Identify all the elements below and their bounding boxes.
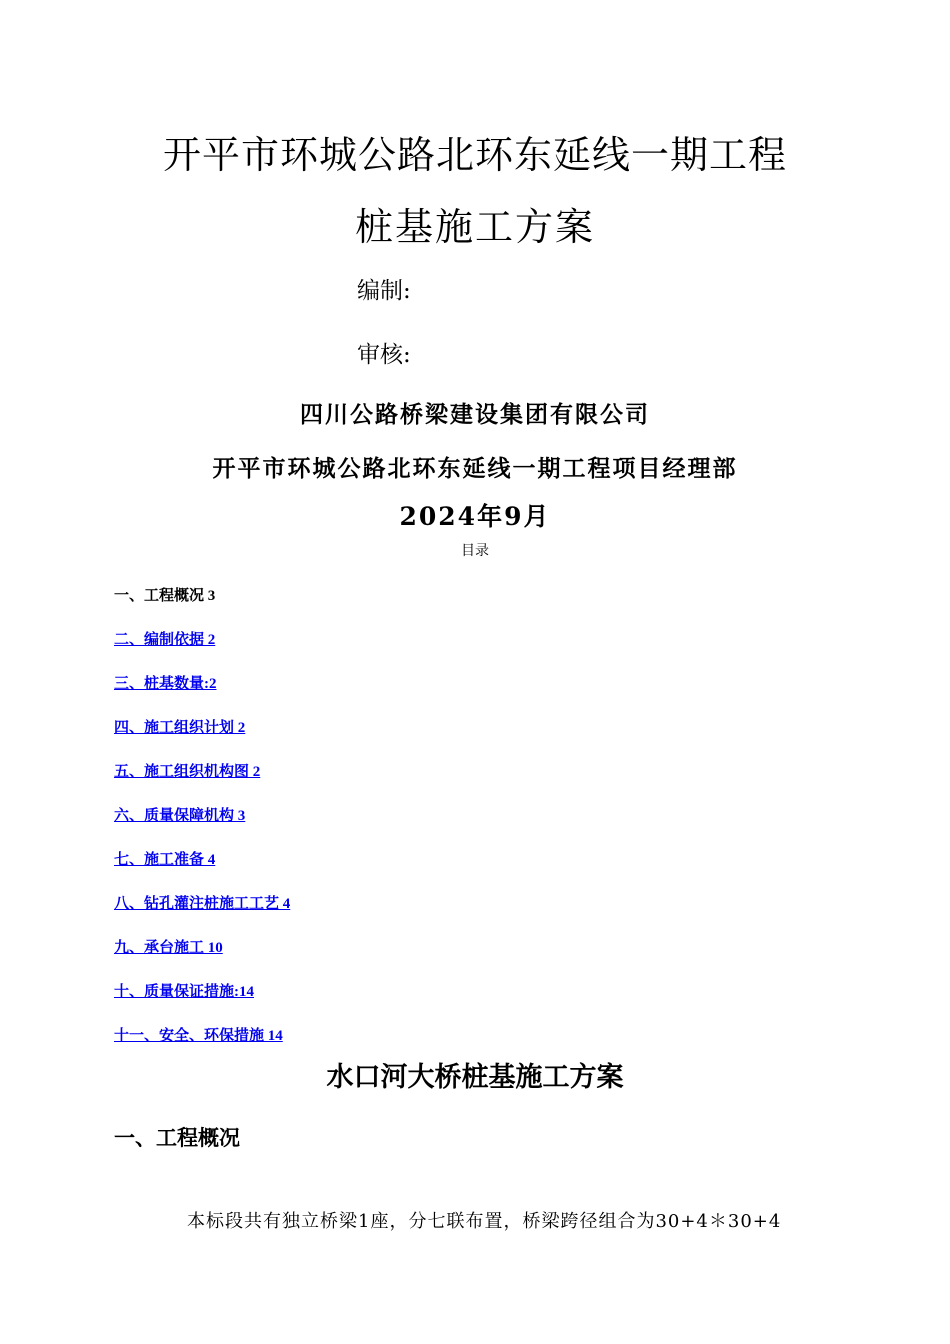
- document-date: 2024年9月: [399, 502, 551, 531]
- section-title: 水口河大桥桩基施工方案: [326, 1062, 624, 1092]
- toc-title: 目录: [461, 543, 489, 559]
- company-name: 四川公路桥梁建设集团有限公司: [300, 401, 650, 428]
- document-subtitle: 桩基施工方案: [354, 205, 595, 249]
- document-title: 开平市环城公路北环东延线一期工程: [162, 133, 787, 177]
- toc-item-quality-organization[interactable]: 六、质量保障机构 3: [114, 808, 246, 824]
- toc-item-bored-pile-process[interactable]: 八、钻孔灌注桩施工工艺 4: [114, 896, 291, 912]
- toc-item-organization-chart[interactable]: 五、施工组织机构图 2: [114, 764, 261, 780]
- toc-item-basis[interactable]: 二、编制依据 2: [114, 632, 216, 648]
- heading-overview: 一、工程概况: [114, 1127, 240, 1150]
- toc-item-overview[interactable]: 一、工程概况 3: [114, 588, 216, 604]
- toc-item-quality-measures[interactable]: 十、质量保证措施:14: [114, 984, 254, 1000]
- toc-item-pile-cap[interactable]: 九、承台施工 10: [114, 940, 223, 956]
- toc-item-construction-plan[interactable]: 四、施工组织计划 2: [114, 720, 246, 736]
- reviewer-label: 审核:: [357, 342, 411, 368]
- toc-item-pile-count[interactable]: 三、桩基数量:2: [114, 676, 217, 692]
- department-name: 开平市环城公路北环东延线一期工程项目经理部: [212, 455, 738, 482]
- body-paragraph: 本标段共有独立桥梁1座，分七联布置，桥梁跨径组合为30+4＊30+4: [187, 1211, 782, 1232]
- toc-item-preparation[interactable]: 七、施工准备 4: [114, 852, 216, 868]
- compiler-label: 编制:: [357, 278, 411, 304]
- toc-item-safety-environment[interactable]: 十一、安全、环保措施 14: [114, 1028, 283, 1044]
